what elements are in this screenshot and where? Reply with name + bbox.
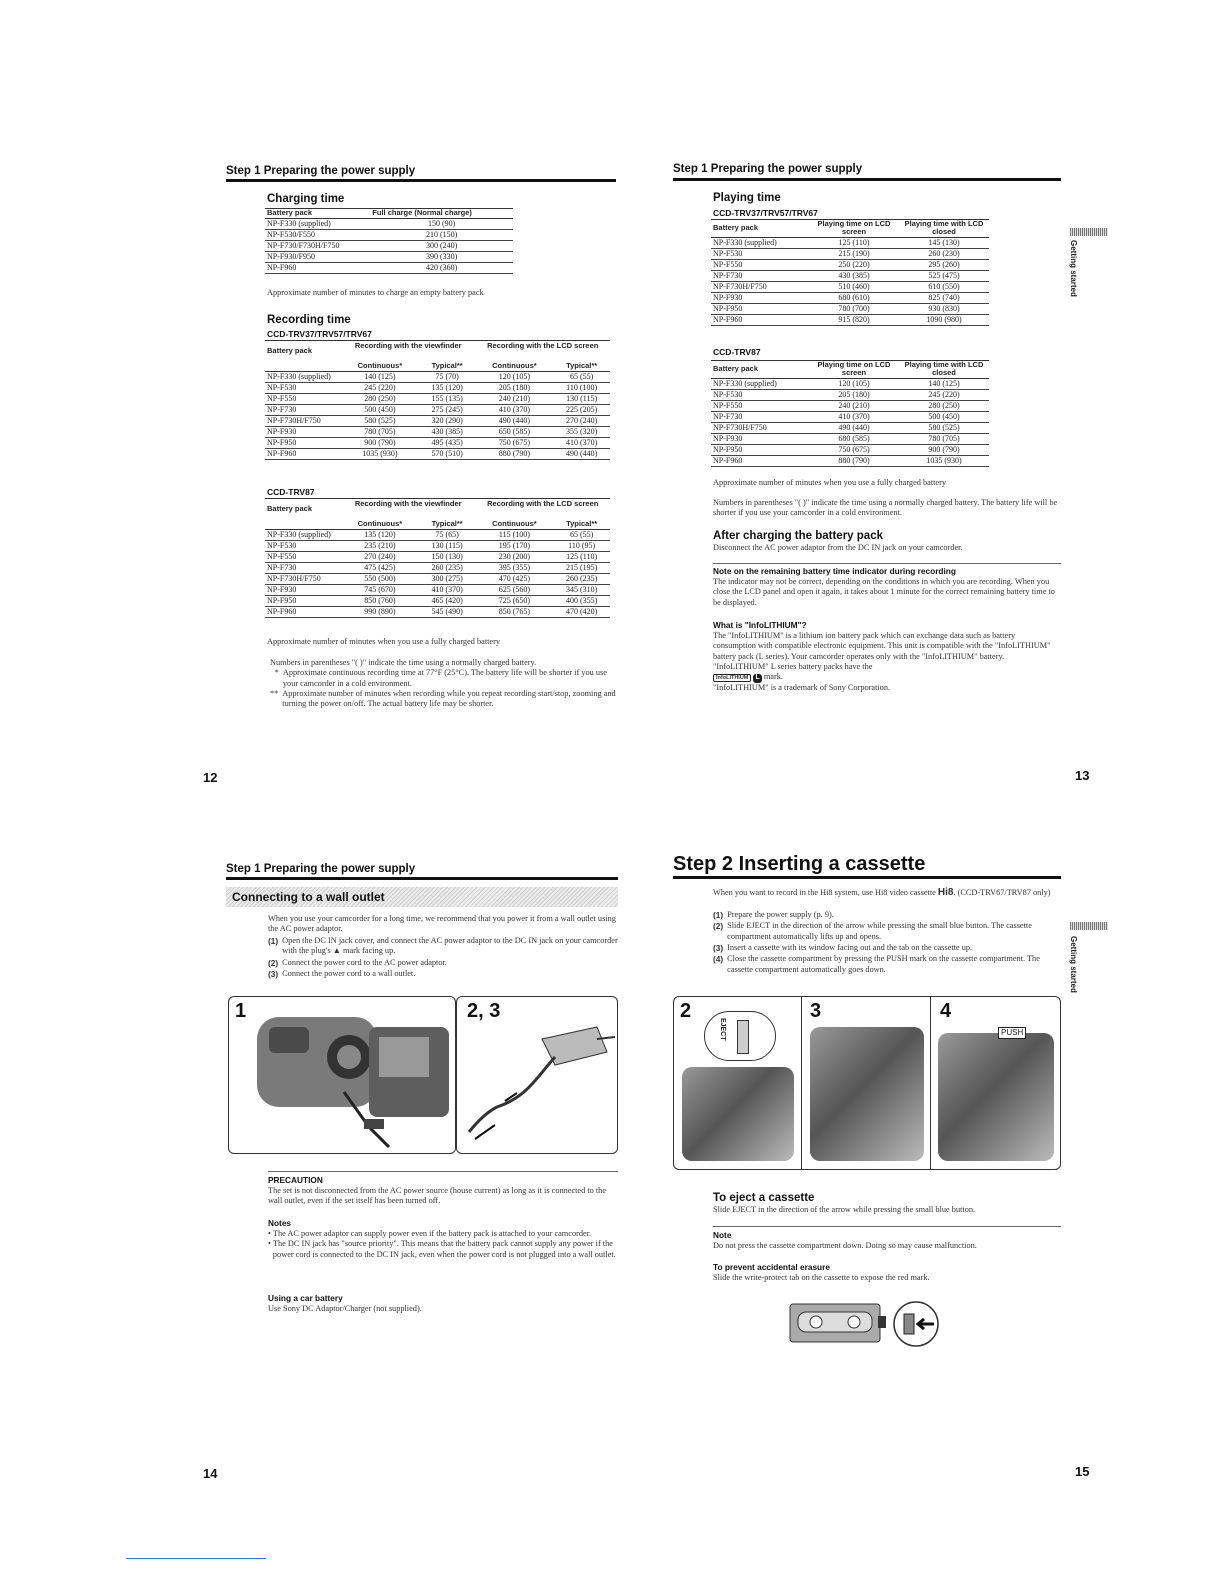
table-row: NP-F530 245 (220) 135 (120) 205 (180) 110 (100) [265, 382, 610, 393]
table-row: NP-F960 420 (360) [265, 263, 513, 274]
playing-title: Playing time [713, 192, 781, 204]
figure-label: 2 [680, 1000, 692, 1022]
list-item: (1) Open the DC IN jack cover, and connect the AC power adaptor to the DC IN jack on your camcorder with the plug's ▲ mark facing up. [268, 936, 618, 956]
camcorder-photo-eject [682, 1067, 794, 1161]
play-model-a: CCD-TRV37/TRV57/TRV67 [713, 208, 818, 218]
rec-model-b: CCD-TRV87 [267, 487, 315, 497]
precaution-title: PRECAUTION [268, 1175, 323, 1185]
table-row: NP-F330 (supplied) 120 (105) 140 (125) [711, 378, 989, 389]
paren-note: Numbers in parentheses "( )" indicate the time using a normally charged battery. The battery life will be shorter if you use your camcorder in a cold environment. [713, 498, 1058, 518]
after-charging-title: After charging the battery pack [713, 530, 883, 542]
figure-connect-adaptor [456, 996, 618, 1154]
footnote-2: ** Approximate number of minutes when recording while you repeat recording start/stop, zooming and turning the power on/off. The actual battery life may be shorter. [270, 689, 616, 709]
table-row: NP-F930 780 (705) 430 (385) 650 (585) 355 (320) [265, 426, 610, 437]
bottom-rule [126, 1558, 266, 1559]
table-row: NP-F930/F950 390 (330) [265, 252, 513, 263]
list-item: (1) Prepare the power supply (p. 9). [713, 910, 834, 920]
table-row: NP-F530 205 (180) 245 (220) [711, 389, 989, 400]
page15-header: Step 2 Inserting a cassette [673, 853, 926, 875]
cassette-intro: When you want to record in the Hi8 system, use Hi8 video cassette Hi8. (CCD-TRV67/TRV87 only) [713, 887, 1051, 898]
erase-text: Slide the write-protect tab on the cassette to expose the red mark. [713, 1273, 930, 1282]
table-row: NP-F550 280 (250) 155 (135) 240 (210) 130 (115) [265, 393, 610, 404]
table-row: NP-F930 680 (585) 780 (705) [711, 433, 989, 444]
table-row: NP-F330 (supplied) 150 (90) [265, 219, 513, 230]
charging-table [265, 208, 513, 274]
table-row: NP-F950 780 (700) 930 (830) [711, 303, 989, 314]
footnotes [270, 658, 620, 710]
eject-switch [737, 1020, 749, 1054]
erase-title: To prevent accidental erasure [713, 1262, 830, 1272]
remaining-title: Note on the remaining battery time indicator during recording [713, 566, 956, 576]
table-row: NP-F730/F730H/F750 300 (240) [265, 241, 513, 252]
wall-steps [268, 936, 618, 980]
recording-table-a: Battery pack Recording with the viewfinder Recording with the LCD screen Continuous* Typical** Continuous* Typical** NP-F330 (supplied) 140 (125) 75 (70) 120 (105) 65 (55) NP-F530 245 (220) 135 (120) 205 (180) 110 (100) NP-F550 280 (250) 155 (135) 240 (210) 130 (115) NP-F730 500 (450) 275 (245) 410 (370) 225 (205) NP-F730H/F750 580 (525) 320 (290) 490 (440) 270 (240) NP-F930 780 (705) 430 (385) 650 (585) 355 (320) NP-F950 900 (790) 495 (435) 750 (675) 410 (370) NP-F960 1035 (930) 570 (510) 880 (790) 490 (440) [265, 340, 610, 460]
cassette-illustration [788, 1300, 948, 1350]
figure-connect-camcorder [228, 996, 456, 1154]
section-title: Connecting to a wall outlet [232, 890, 385, 904]
ac-adaptor-illustration [457, 997, 617, 1153]
list-item: (2) Slide EJECT in the direction of the arrow while pressing the small blue button. The cassette compartment automatically lifts up and opens. [713, 921, 1032, 941]
recording-title: Recording time [267, 314, 351, 326]
infolithium-title: What is "InfoLITHIUM"? [713, 620, 807, 630]
table-row: NP-F730H/F750 490 (440) 580 (525) [711, 422, 989, 433]
table-row: NP-F330 (supplied) 125 (110) 145 (130) [711, 237, 989, 248]
figure-divider [930, 997, 931, 1169]
playing-table-a: Battery pack Playing time on LCD screen Playing time with LCD closed NP-F330 (supplied) 125 (110) 145 (130) NP-F530 215 (190) 260 (230) NP-F550 250 (220) 295 (260) NP-F730 430 (385) 525 (475) NP-F730H/F750 510 (460) 610 (550) NP-F930 680 (610) 825 (740) NP-F950 780 (700) 930 (830) NP-F960 915 (820) 1090 (980) [711, 219, 989, 326]
eject-text: Slide EJECT in the direction of the arrow while pressing the small blue button. [713, 1205, 976, 1214]
rec-note: Approximate number of minutes when you use a fully charged battery [267, 637, 501, 646]
push-label: PUSH [998, 1027, 1026, 1039]
table-row: NP-F730 475 (425) 260 (235) 395 (355) 215 (195) [265, 562, 610, 573]
page-number-14: 14 [203, 1466, 218, 1481]
section-banner [226, 887, 618, 907]
camcorder-illustration [229, 997, 455, 1153]
table-row: NP-F550 240 (210) 280 (250) [711, 400, 989, 411]
camcorder-photo-push [938, 1033, 1054, 1161]
eject-switch-callout [704, 1011, 776, 1061]
table-row: NP-F930 680 (610) 825 (740) [711, 292, 989, 303]
table-row: NP-F730H/F750 550 (500) 300 (275) 470 (425) 260 (235) [265, 573, 610, 584]
page-number-13: 13 [1075, 768, 1090, 783]
car-battery-title: Using a car battery [268, 1293, 343, 1303]
eject-label: EJECT [718, 1018, 726, 1041]
figure-label: 4 [940, 1000, 952, 1022]
side-label: Getting started [1069, 936, 1078, 993]
page14-header-rule [226, 877, 618, 880]
table-row: NP-F730 430 (385) 525 (475) [711, 270, 989, 281]
side-label: Getting started [1069, 240, 1078, 297]
page12-header: Step 1 Preparing the power supply [226, 165, 416, 177]
list-item: (4) Close the cassette compartment by pressing the PUSH mark on the cassette compartment. The cassette compartment automatically goes down. [713, 954, 1040, 974]
list-item: • The DC IN jack has "source priority". This means that the battery pack cannot supply any power if the power cord is connected to the DC IN jack, even when the power cord is not plugged into a wall outlet. [268, 1239, 616, 1259]
charging-col-full: Full charge (Normal charge) [370, 209, 513, 219]
figure-divider [801, 997, 802, 1169]
side-tab-marker [1070, 228, 1108, 236]
table-row: NP-F960 1035 (930) 570 (510) 880 (790) 490 (440) [265, 448, 610, 459]
page13-header: Step 1 Preparing the power supply [673, 163, 863, 175]
page13-header-rule [673, 178, 1061, 181]
figure-cassette-steps [673, 996, 1061, 1170]
divider [268, 1171, 618, 1172]
wall-intro: When you use your camcorder for a long time, we recommend that you power it from a wall outlet using the AC power adaptor. [268, 914, 616, 934]
table-row: NP-F730 410 (370) 500 (450) [711, 411, 989, 422]
page-number-15: 15 [1075, 1464, 1090, 1479]
table-row: NP-F330 (supplied) 140 (125) 75 (70) 120 (105) 65 (55) [265, 371, 610, 382]
page14-header: Step 1 Preparing the power supply [226, 863, 416, 875]
infolithium-logo: InfoLITHIUM [713, 674, 751, 682]
list-item: (2) Connect the power cord to the AC power adaptor. [268, 957, 447, 968]
side-tab-marker [1070, 922, 1108, 930]
after-charging-text: Disconnect the AC power adaptor from the DC IN jack on your camcorder. [713, 543, 963, 552]
table-row: NP-F950 850 (760) 465 (420) 725 (650) 400 (355) [265, 595, 610, 606]
playing-table-b: Battery pack Playing time on LCD screen Playing time with LCD closed NP-F330 (supplied) 120 (105) 140 (125) NP-F530 205 (180) 245 (220) NP-F550 240 (210) 280 (250) NP-F730 410 (370) 500 (450) NP-F730H/F750 490 (440) 580 (525) NP-F930 680 (585) 780 (705) NP-F950 750 (675) 900 (790) NP-F960 880 (790) 1035 (930) [711, 360, 989, 467]
figure-label: 3 [810, 1000, 822, 1022]
car-battery-text: Use Sony DC Adaptor/Charger (not supplied). [268, 1304, 422, 1313]
table-row: NP-F730H/F750 580 (525) 320 (290) 490 (440) 270 (240) [265, 415, 610, 426]
table-row: NP-F950 900 (790) 495 (435) 750 (675) 410 (370) [265, 437, 610, 448]
figure-label: 1 [235, 1000, 247, 1022]
table-row: NP-F960 990 (890) 545 (490) 850 (765) 470 (420) [265, 606, 610, 617]
table-row: NP-F950 750 (675) 900 (790) [711, 444, 989, 455]
table-row: NP-F530/F550 210 (150) [265, 230, 513, 241]
note-text: Do not press the cassette compartment down. Doing so may cause malfunction. [713, 1241, 977, 1250]
table-row: NP-F960 880 (790) 1035 (930) [711, 455, 989, 466]
list-item: • The AC power adaptor can supply power even if the battery pack is attached to your camcorder. [268, 1229, 592, 1238]
remaining-text: The indicator may not be correct, depending on the conditions in which you are recording. When you close the LCD panel and open it again, it takes about 1 minute for the correct remaining battery time to be displayed. [713, 577, 1055, 607]
table-row: NP-F930 745 (670) 410 (370) 625 (560) 345 (310) [265, 584, 610, 595]
table-row: NP-F530 235 (210) 130 (115) 195 (170) 110 (95) [265, 540, 610, 551]
play-note: Approximate number of minutes when you use a fully charged battery [713, 478, 947, 487]
divider [713, 1226, 1061, 1227]
precaution-text: The set is not disconnected from the AC power source (house current) as long as it is connected to the wall outlet, even if the set itself has been turned off. [268, 1186, 607, 1206]
table-row: NP-F530 215 (190) 260 (230) [711, 248, 989, 259]
figure-label: 2, 3 [467, 1000, 501, 1022]
table-row: NP-F960 915 (820) 1090 (980) [711, 314, 989, 325]
rec-model-a: CCD-TRV37/TRV57/TRV67 [267, 329, 372, 339]
cassette-steps [713, 910, 1063, 976]
infolithium-l-badge: L [755, 674, 760, 682]
table-row: NP-F330 (supplied) 135 (120) 75 (65) 115 (100) 65 (55) [265, 529, 610, 540]
eject-title: To eject a cassette [713, 1192, 815, 1204]
page-number-12: 12 [203, 770, 218, 785]
divider [713, 563, 1061, 564]
play-model-b: CCD-TRV87 [713, 347, 761, 357]
footnote-1: * Approximate continuous recording time at 77°F (25°C). The battery life will be shorter if you use your camcorder in a cold environment. [274, 668, 607, 688]
page12-header-rule [226, 179, 616, 182]
list-item: (3) Insert a cassette with its window facing out and the tab on the cassette up. [713, 943, 973, 954]
notes-list [268, 1229, 618, 1260]
table-row: NP-F550 270 (240) 150 (130) 230 (200) 125 (110) [265, 551, 610, 562]
notes-title: Notes [268, 1218, 292, 1228]
list-item: (3) Connect the power cord to a wall outlet. [268, 969, 416, 980]
table-row: NP-F730 500 (450) 275 (245) 410 (370) 225 (205) [265, 404, 610, 415]
hi8-logo: Hi8 [937, 887, 954, 898]
infolithium-text: The "InfoLITHIUM" is a lithium ion battery pack which can exchange data such as battery consumption with compatible electronic equipment. This unit is compatible with the "InfoLITHIUM" battery pack (L series). Your camcorder operates only with the "InfoLITHIUM" battery. "InfoLITHIUM" L series battery packs have the InfoLITHIUM L mark. "InfoLITHIUM" is a trademark of Sony Corporation. [713, 631, 1051, 693]
note-title: Note [713, 1230, 732, 1240]
charging-note: Approximate number of minutes to charge an empty battery pack [267, 288, 484, 297]
charging-title: Charging time [267, 193, 345, 205]
table-row: NP-F730H/F750 510 (460) 610 (550) [711, 281, 989, 292]
page15-header-rule [673, 876, 1061, 879]
footnote-paren: Numbers in parentheses "( )" indicate the time using a normally charged battery. [270, 658, 537, 667]
recording-table-b: Battery pack Recording with the viewfinder Recording with the LCD screen Continuous* Typical** Continuous* Typical** NP-F330 (supplied) 135 (120) 75 (65) 115 (100) 65 (55) NP-F530 235 (210) 130 (115) 195 (170) 110 (95) NP-F550 270 (240) 150 (130) 230 (200) 125 (110) NP-F730 475 (425) 260 (235) 395 (355) 215 (195) NP-F730H/F750 550 (500) 300 (275) 470 (425) 260 (235) NP-F930 745 (670) 410 (370) 625 (560) 345 (310) NP-F950 850 (760) 465 (420) 725 (650) 400 (355) NP-F960 990 (890) 545 (490) 850 (765) 470 (420) [265, 498, 610, 618]
charging-col-battery: Battery pack [265, 209, 370, 219]
table-row: NP-F550 250 (220) 295 (260) [711, 259, 989, 270]
camcorder-photo-insert [810, 1027, 924, 1161]
